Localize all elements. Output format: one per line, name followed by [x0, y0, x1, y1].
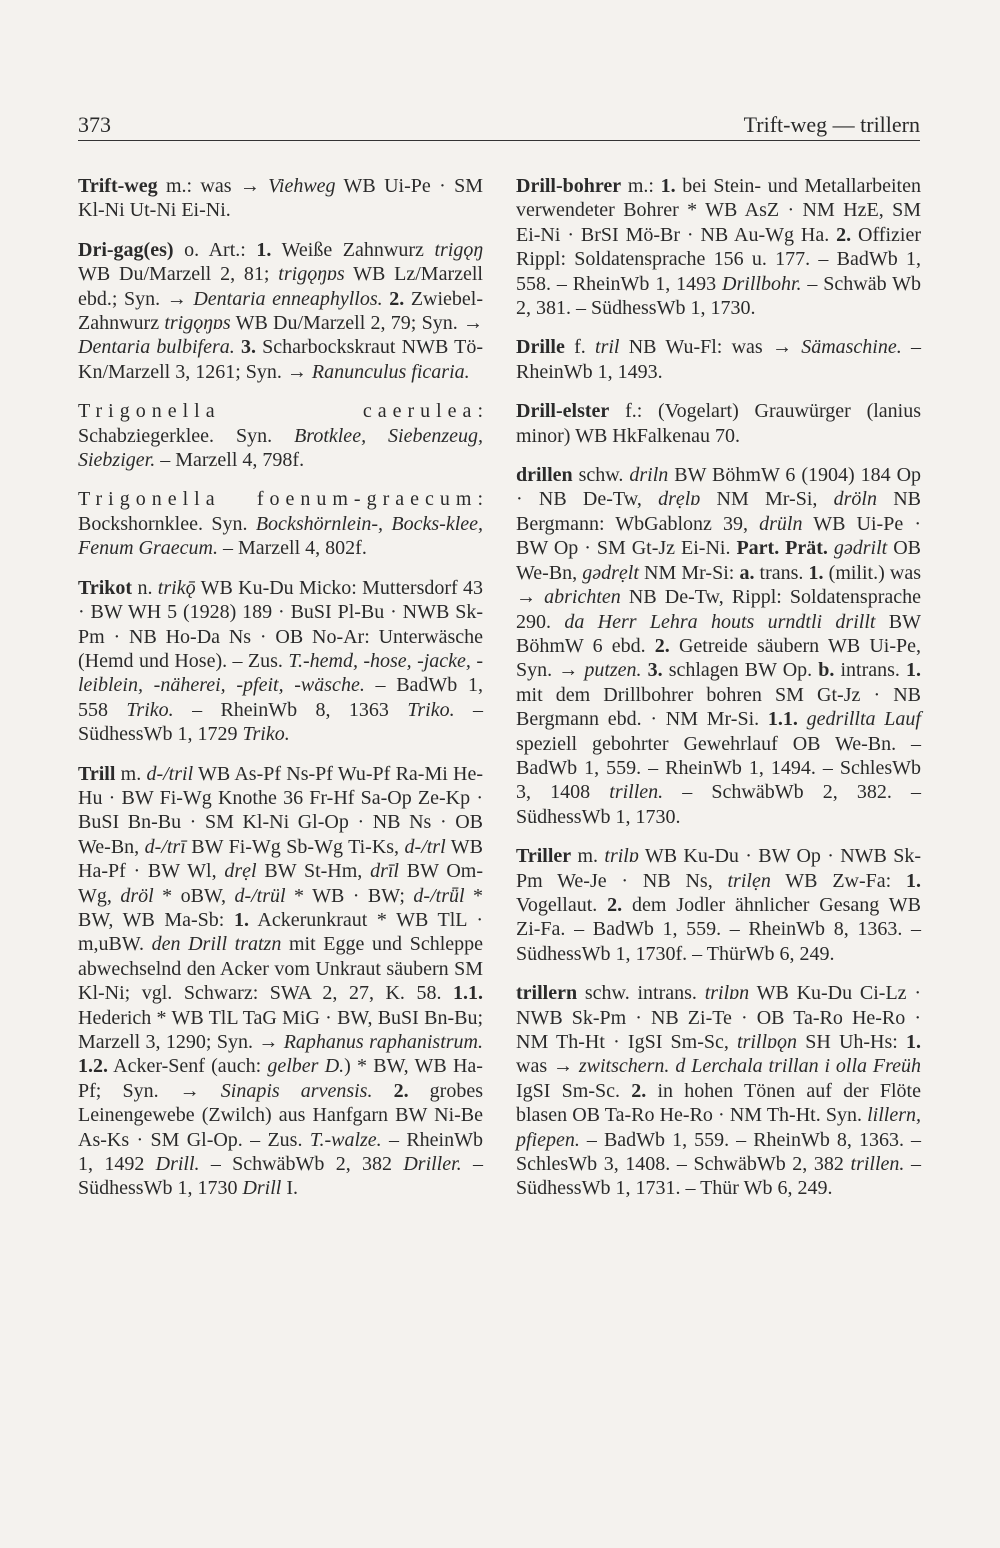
italic-form: dröl — [120, 884, 154, 907]
sense-number: Part. Prät. — [736, 537, 828, 560]
italic-form: trilɒ — [604, 845, 639, 868]
italic-form: Bockshörnlein-, Bocks-klee, Fenum Graecum. — [78, 512, 484, 560]
dictionary-entry: Drill-bohrer m.: 1. bei Stein- und Metallarbeiten verwendeter Bohrer * WB AsZ · NM HzE, SM Ei-Ni · BrSI Mö-Br · NB Au-Wg Ha. 2. Offizier Rippl: Soldatensprache 156 u. 177. – BadWb 1, 558. – RheinWb 1, 1493 Drillbohr. – Schwäb Wb 2, 381. – SüdhessWb 1, 1730. — [516, 175, 921, 320]
italic-form: lillern, pfiepen. — [516, 1104, 921, 1151]
italic-form: Viehweg — [268, 175, 336, 197]
dictionary-entry: Trikot n. trikǭ WB Ku-Du Micko: Muttersdorf 43 · BW WH 5 (1928) 189 · BuSI Pl-Bu · NWB Sk-Pm · NB Ho-Da Ns · OB No-Ar: Unterwäsche (Hemd und Hose). – Zus. T.-hemd, -hose, -jacke, -leiblein, -näherei, -pfeit, -wäsche. – BadWb 1, 558 Triko. – RheinWb 8, 1363 Triko. – SüdhessWb 1, 1729 Triko. — [78, 576, 484, 746]
right-column — [516, 174, 921, 1216]
headword: Triller — [516, 845, 572, 868]
italic-form: d-/trǖl — [413, 884, 465, 907]
italic-form: trilɒn — [704, 982, 750, 1005]
italic-form: Triko. — [126, 698, 174, 721]
latin-name: Trigonella foenum-graecum — [78, 488, 478, 511]
dictionary-entry: Dri-gag(es) o. Art.: 1. Weiße Zahnwurz trigǫŋ WB Du/Marzell 2, 81; trigǫŋɒs WB Lz/Marzell ebd.; Syn. → Dentaria enneaphyllos. 2. Zwiebel-Zahnwurz trigǫŋɒs WB Du/Marzell 2, 79; Syn. → Dentaria bulbifera. 3. Scharbockskraut NWB Tö-Kn/Marzell 3, 1261; Syn. → Ranunculus ficaria. — [78, 238, 484, 383]
dictionary-entry: Trill m. d-/tril WB As-Pf Ns-Pf Wu-Pf Ra-Mi He-Hu · BW Fi-Wg Knothe 36 Fr-Hf Sa-Op Ze-Kp · BuSI Bn-Bu · SM Kl-Ni Gl-Op · NB Ns · OB We-Bn, d-/trī BW Fi-Wg Sb-Wg Ti-Ks, d-/trl WB Ha-Pf · BW Wl, drẹl BW St-Hm, drīl BW Om-Wg, dröl * oBW, d-/trül * WB · BW; d-/trǖl * BW, WB Ma-Sb: 1. Ackerunkraut * WB TlL · m,uBW. den Drill tratzn mit Egge und Schleppe abwechselnd den Acker vom Unkraut säubern SM Kl-Ni; vgl. Schwarz: SWA 2, 27, K. 58. 1.1. Hederich * WB TlL TaG MiG · BW, BuSI Bn-Bu; Marzell 3, 1290; Syn. → Raphanus raphanistrum. 1.2. Acker-Senf (auch: gelber D.) * BW, WB Ha-Pf; Syn. → Sinapis arvensis. 2. grobes Leinengewebe (Zwilch) aus Hanfgarn BW Ni-Be As-Ks · SM Gl-Op. – Zus. T.-walze. – RheinWb 1, 1492 Drill. – SchwäbWb 2, 382 Driller. – SüdhessWb 1, 1730 Drill I. — [78, 762, 484, 1200]
latin-name: Trigonella caerulea — [78, 400, 478, 423]
sense-number: 3. — [647, 659, 663, 682]
sense-number: b. — [818, 659, 835, 682]
italic-form: Dentaria bulbifera. — [78, 336, 235, 359]
sense-number: 2. — [393, 1079, 409, 1102]
italic-form: trilẹn — [727, 869, 771, 892]
italic-form: Driller. — [403, 1153, 462, 1176]
dictionary-entry: Triller m. trilɒ WB Ku-Du · BW Op · NWB Sk-Pm We-Je · NB Ns, trilẹn WB Zw-Fa: 1. Vogellaut. 2. dem Jodler ähnlicher Gesang WB Zi-Fa. – BadWb 1, 559. – RheinWb 8, 1363. – SüdhessWb 1, 1730f. – ThürWb 6, 249. — [516, 845, 922, 965]
running-head: Trift-weg — trillern — [743, 112, 920, 137]
italic-form: Sinapis arvensis. — [220, 1079, 373, 1102]
italic-form: drẹlɒ — [658, 488, 701, 511]
italic-form: trillen. — [850, 1153, 905, 1176]
dictionary-entry: Drill-elster f.: (Vogelart) Grauwürger (lanius minor) WB HkFalkenau 70. — [516, 400, 922, 447]
sense-number: 2. — [631, 1079, 647, 1102]
italic-form: d-/trl — [404, 835, 446, 858]
left-column — [78, 174, 483, 1216]
italic-form: gədrilt — [833, 537, 888, 560]
sense-number: 3. — [240, 336, 256, 359]
italic-form: trikǭ — [157, 576, 196, 599]
sense-number: 1. — [256, 238, 272, 261]
italic-form: Ranunculus ficaria. — [311, 360, 470, 383]
italic-form: T.-hemd, -hose, -jacke, -leiblein, -näherei, -pfeit, -wäsche. — [78, 649, 483, 697]
italic-form: drüln — [759, 512, 803, 535]
italic-form: gədrẹlt — [582, 561, 639, 584]
italic-form: d-/trül — [234, 884, 286, 907]
italic-form: putzen. — [584, 659, 642, 682]
sense-number: a. — [739, 561, 755, 584]
italic-form: trillɒǫn — [737, 1031, 798, 1053]
italic-form: Dentaria enneaphyllos. — [193, 287, 383, 310]
italic-form: driln — [629, 464, 669, 487]
page-header — [78, 112, 920, 141]
sense-number: 1.1. — [453, 982, 483, 1005]
sense-number: 2. — [607, 893, 623, 916]
headword: drillen — [516, 464, 573, 487]
dictionary-entry: Trigonella foenum-graecum: Bockshornklee. Syn. Bockshörnlein-, Bocks-klee, Fenum Graecum. – Marzell 4, 802f. — [78, 488, 484, 560]
sense-number: 1. — [660, 175, 676, 197]
italic-form: den Drill tratzn — [151, 933, 282, 956]
dictionary-entry: Trigonella caerulea: Schabziegerklee. Syn. Brotklee, Siebenzeug, Siebziger. – Marzell 4, 798f. — [78, 400, 483, 472]
headword: Drill-elster — [516, 400, 610, 423]
sense-number: 1. — [906, 659, 922, 682]
headword: Dri-gag(es) — [78, 238, 174, 261]
italic-form: Drillbohr. — [722, 272, 802, 295]
headword: Trift-weg — [78, 175, 158, 197]
headword: trillern — [516, 982, 578, 1005]
sense-number: 1.2. — [78, 1055, 108, 1078]
headword: Trill — [78, 762, 116, 785]
italic-form: d Lerchala trillan i olla Freüh — [675, 1055, 922, 1078]
sense-number: 2. — [389, 287, 405, 310]
italic-form: drīl — [370, 860, 399, 883]
sense-number: 1. — [906, 869, 921, 892]
italic-form: trigǫŋɒs — [164, 312, 231, 335]
dictionary-entry: Drille f. tril NB Wu-Fl: was → Sämaschine. – RheinWb 1, 1493. — [516, 336, 921, 383]
sense-number: 1.1. — [767, 708, 798, 731]
italic-form: trigǫŋɒs — [278, 263, 345, 286]
dictionary-entry: trillern schw. intrans. trilɒn WB Ku-Du Ci-Lz · NWB Sk-Pm · NB Zi-Te · OB Ta-Ro He-Ro · NM Th-Ht · IgSI Sm-Sc, trillɒǫn SH Uh-Hs: 1. was → zwitschern. d Lerchala trillan i olla Freüh IgSI Sm-Sc. 2. in hohen Tönen auf der Flöte blasen OB Ta-Ro He-Ro · NM Th-Ht. Syn. lillern, pfiepen. – BadWb 1, 559. – RheinWb 8, 1363. – SchlesWb 3, 1408. – SchwäbWb 2, 382 trillen. – SüdhessWb 1, 1731. – Thür Wb 6, 249. — [516, 982, 922, 1200]
italic-form: d-/tril — [146, 762, 194, 785]
page-number: 373 — [78, 112, 111, 137]
sense-number: 2. — [836, 223, 852, 246]
italic-form: Brotklee, Siebenzeug, Siebziger. — [78, 424, 483, 472]
headword: Drill-bohrer — [516, 175, 622, 197]
sense-number: 2. — [654, 634, 670, 657]
italic-form: abrichten — [544, 586, 621, 609]
italic-form: Drill. — [155, 1153, 200, 1176]
dictionary-entry: Trift-weg m.: was → Viehweg WB Ui-Pe · SM Kl-Ni Ut-Ni Ei-Ni. — [78, 175, 483, 222]
italic-form: trigǫŋ — [434, 238, 483, 261]
italic-form: Triko. — [407, 698, 455, 721]
sense-number: 1. — [906, 1031, 922, 1053]
headword: Trikot — [78, 576, 133, 599]
italic-form: tril — [595, 336, 620, 359]
italic-form: dröln — [833, 488, 877, 511]
italic-form: Drill — [242, 1177, 282, 1200]
headword: Drille — [516, 336, 565, 359]
italic-form: trillen. — [609, 781, 664, 804]
italic-form: drẹl — [224, 860, 257, 883]
italic-form: Triko. — [242, 723, 290, 746]
italic-form: T.-walze. — [309, 1128, 382, 1151]
sense-number: 1. — [808, 561, 824, 584]
sense-number: 1. — [233, 908, 249, 931]
italic-form: da Herr Lehra houts urndtli drillt — [564, 610, 876, 633]
italic-form: Sämaschine. — [801, 336, 902, 359]
italic-form: gelber D. — [267, 1055, 345, 1078]
dictionary-entry: drillen schw. driln BW BöhmW 6 (1904) 184 Op · NB De-Tw, drẹlɒ NM Mr-Si, dröln NB Bergmann: WbGablonz 39, drüln WB Ui-Pe · BW Op · SM Gt-Jz Ei-Ni. Part. Prät. gədrilt OB We-Bn, gədrẹlt NM Mr-Si: a. trans. 1. (milit.) was → abrichten NB De-Tw, Rippl: Soldatensprache 290. da Herr Lehra houts urndtli drillt BW BöhmW 6 ebd. 2. Getreide säubern WB Ui-Pe, Syn. → putzen. 3. schlagen BW Op. b. intrans. 1. mit dem Drillbohrer bohren SM Gt-Jz · NB Bergmann ebd. · NM Mr-Si. 1.1. gedrillta Lauf speziell gebohrter Gewehrlauf OB We-Bn. – BadWb 1, 559. – RheinWb 1, 1494. – SchlesWb 3, 1408 trillen. – SchwäbWb 2, 382. – SüdhessWb 1, 1730. — [516, 464, 922, 828]
italic-form: gedrillta Lauf — [806, 708, 921, 731]
italic-form: zwitschern. — [578, 1055, 670, 1078]
italic-form: d-/trī — [144, 835, 186, 858]
italic-form: Raphanus raphanistrum. — [283, 1031, 483, 1053]
